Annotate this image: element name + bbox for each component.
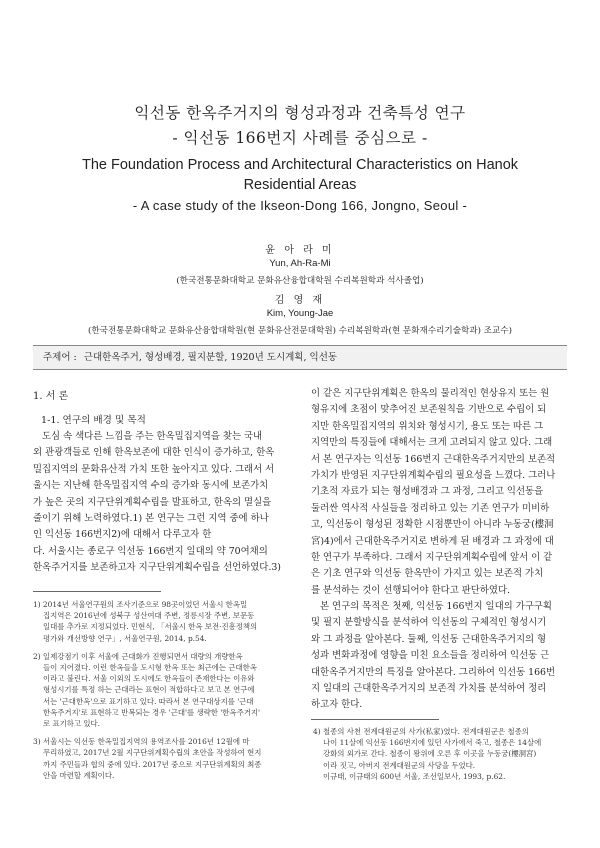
footnote-divider-left <box>33 591 161 592</box>
body-text-line: 하고자 한다. <box>311 699 363 711</box>
footnote-line: 이라고 불린다. 서울 이외의 도시에도 한옥들이 존재한다는 이유와 <box>43 674 255 684</box>
footnote-line: 나이 11살에 익선동 166번지에 있던 사가에서 죽고, 철종은 14살에 <box>323 738 542 748</box>
body-text-line: 기초적 자료가 되는 형성배경과 그 과정, 그리고 익선동을 <box>311 486 544 498</box>
english-subtitle: - A case study of the Ikseon-Dong 166, Jongno, Seoul - <box>132 198 468 213</box>
english-title-line1: The Foundation Process and Architectural Characteristics on Hanok <box>81 157 519 173</box>
author2-affiliation: (한국전통문화대학교 문화유산융합대학원(현 문화유산전문대학원) 수리복원학과(현 문화재수리기술학과) 조교수) <box>88 326 512 336</box>
body-text-line: 宮)4)에서 근대한옥주거지로 변하게 된 배경과 그 과정에 대 <box>311 535 554 547</box>
right-column-body-2 <box>311 599 567 714</box>
body-text-line: 지만 한옥밀집지역의 위치와 형성시기, 용도 또는 따른 그 <box>311 420 544 432</box>
footnote-line: 형성시기를 특정 하는 근대라는 표현이 적합하다고 보고 본 연구에 <box>43 685 255 695</box>
author1-affiliation: (한국전통문화대학교 문화유산융합대학원 수리복원학과 석사졸업) <box>176 276 424 286</box>
right-footnote <box>313 726 567 782</box>
body-text-line: 밀집지역의 문화유산적 가치 또한 높아지고 있다. 그래서 서 <box>33 463 275 475</box>
footnote-line: 4) 철종의 사천 전계대원군의 사가(私家)였다. 전계대원군은 철종의 <box>313 727 529 736</box>
body-text-line: 고, 익선동이 형성된 정확한 시점뿐만이 아니라 누동궁(樓洞 <box>311 519 554 531</box>
body-text-line: 은 기초 연구와 익선동 한옥만이 가지고 있는 보존적 가치 <box>311 568 544 580</box>
body-text-line: 인 익선동 166번지2)에 대해서 다루고자 한 <box>33 529 212 541</box>
footnote-2 <box>33 651 283 729</box>
footnote-line: 서는 '근대한옥'으로 표기하고 있다. 따라서 본 연구대상지를 '근대 <box>43 696 254 706</box>
left-column-body <box>33 429 289 577</box>
body-text-line: 및 필지 분할방식을 분석하여 익선동의 구체적인 형성시기 <box>311 617 547 629</box>
footnote-line: 3) 서울시는 익선동 한옥밀집지역의 용역조사를 2016년 12월에 마 <box>33 737 250 747</box>
footnote-line: 로 표기하고 있다. <box>43 719 101 729</box>
footnote-line: 평가와 개선방향 연구」, 서울연구원, 2014, p.54. <box>43 633 207 643</box>
footnote-line: 이규태, 이규태의 600년 서울, 조선일보사, 1993, p.62. <box>323 771 506 781</box>
body-text-line: 한옥주거지를 보존하고자 지구단위계획수립을 선언하였다.3) <box>33 562 281 574</box>
keywords-label: 주제어 : <box>43 352 77 363</box>
body-text-line: 지역만의 특징들에 대해서는 크게 고려되지 않고 있다. 그래 <box>311 437 553 449</box>
author2-name-korean: 김 영 재 <box>274 295 326 306</box>
author1-name-english: Yun, Ah-Ra-Mi <box>269 258 331 269</box>
footnote-line: 2) 일제강점기 이후 서울에 근대화가 진행되면서 대량의 개량한옥 <box>33 651 243 661</box>
keywords-box <box>33 345 567 370</box>
footnote-divider-right <box>311 719 439 720</box>
footnote-line: 집지역은 2016년에 성북구 성산여대 주변, 정릉시장 주변, 보문동 <box>43 611 255 621</box>
subsection-title-background: 1-1. 연구의 배경 및 목적 <box>41 415 146 426</box>
footnote-line: 무리하였고, 2017년 2월 지구단위계획수립의 초안을 작성하여 현지 <box>43 748 262 758</box>
footnote-line: 1) 2014년 서울연구원의 조사기준으로 98곳이었던 서울시 한옥밀 <box>33 600 248 609</box>
footnote-line: 까지 주민들과 협의 중에 있다. 2017년 중으로 지구단위계획의 최종 <box>43 759 262 769</box>
body-text-line: 한 연구가 부족하다. 그래서 지구단위계획수립에 앞서 이 같 <box>311 552 553 564</box>
body-text-line: 울시는 지난해 한옥밀집지역 수의 증가와 동시에 보존가치 <box>33 480 269 492</box>
body-text-line: 지 일대의 근대한옥주거지의 보존적 가치를 분석하여 정리 <box>311 683 547 695</box>
footnote-line: 강화의 외가로 간다. 철종이 왕위에 오른 후 이곳을 누동궁(樓洞宮) <box>323 749 537 759</box>
footnote-line: 일대를 추가로 지정되었다. 민현식, 「서울시 한옥 보전·진흥정책의 <box>43 622 258 632</box>
body-text-line: 가 높은 곳의 지구단위계획수립을 발표하고, 한옥의 멸실을 <box>33 496 272 508</box>
body-text-line: 도심 속 색다른 느낌을 주는 한옥밀집지역을 찾는 국내 <box>42 431 263 442</box>
body-text-line: 줄이기 위해 노력하였다.1) 본 연구는 그런 지역 중에 하나 <box>33 513 269 525</box>
body-text-line: 대한옥주거지만의 특징을 알아본다. 그리하여 익선동 166번 <box>311 666 556 678</box>
footnote-line: 들이 지어졌다. 이런 한옥들을 도시형 한옥 또는 최근에는 근대한옥 <box>43 663 257 673</box>
section-title-introduction: 1. 서 론 <box>33 391 69 402</box>
body-text-line: 본 연구의 목적은 첫째, 익선동 166번지 일대의 가구구획 <box>320 601 552 612</box>
footnote-line: 이라 짓고, 아버지 전계대원군의 사당을 두었다. <box>323 760 476 770</box>
footnote-line: 안을 마련할 계획이다. <box>43 770 115 780</box>
right-column-body <box>311 386 567 599</box>
footnote-line: 한옥주거지'로 표현하고 반복되는 경우 '근대'를 생략한 '한옥주거지' <box>43 707 261 717</box>
body-text-line: 를 분석하는 것이 선행되어야 한다고 판단하였다. <box>311 584 511 596</box>
body-text-line: 이 같은 지구단위계획은 한옥의 물리적인 현상유지 또는 원 <box>311 388 550 399</box>
body-text-line: 와 그 과정을 알아본다. 둘째, 익선동 근대한옥주거지의 형 <box>311 633 547 645</box>
korean-title: 익선동 한옥주거지의 형성과정과 건축특성 연구 <box>134 104 466 122</box>
english-title <box>0 155 600 195</box>
left-footnotes <box>33 599 283 788</box>
author2-name-english: Kim, Young-Jae <box>266 308 334 319</box>
footnote-1 <box>33 599 283 644</box>
keywords-text: 근대한옥주거, 형성배경, 필지분할, 1920년 도시계획, 익선동 <box>83 352 338 363</box>
body-text-line: 둘러싼 역사적 사실들을 정리하고 있는 기존 연구가 미비하 <box>311 502 550 514</box>
korean-subtitle: - 익선동 166번지 사례를 중심으로 - <box>172 129 428 147</box>
footnote-3 <box>33 736 283 781</box>
body-text-line: 다. 서울시는 종로구 익선동 166번지 일대의 약 70여채의 <box>33 545 268 557</box>
body-text-line: 가치가 반영된 지구단위계획수립의 필요성을 느꼈다. 그러나 <box>311 470 556 482</box>
author1-name-korean: 윤 아 라 미 <box>265 245 335 256</box>
body-text-line: 외 관광객들로 인해 한옥보존에 대한 인식이 증가하고, 한옥 <box>33 447 275 459</box>
body-text-line: 형유지에 초점이 맞추어진 보존원칙을 기반으로 수립이 되 <box>311 404 547 416</box>
body-text-line: 서 본 연구자는 익선동 166번지 근대한옥주거지만의 보존적 <box>311 453 556 465</box>
body-text-line: 성과 변화과정에 영향을 미친 요소들을 정리하여 익선동 근 <box>311 650 550 662</box>
english-title-line2: Residential Areas <box>243 177 357 193</box>
